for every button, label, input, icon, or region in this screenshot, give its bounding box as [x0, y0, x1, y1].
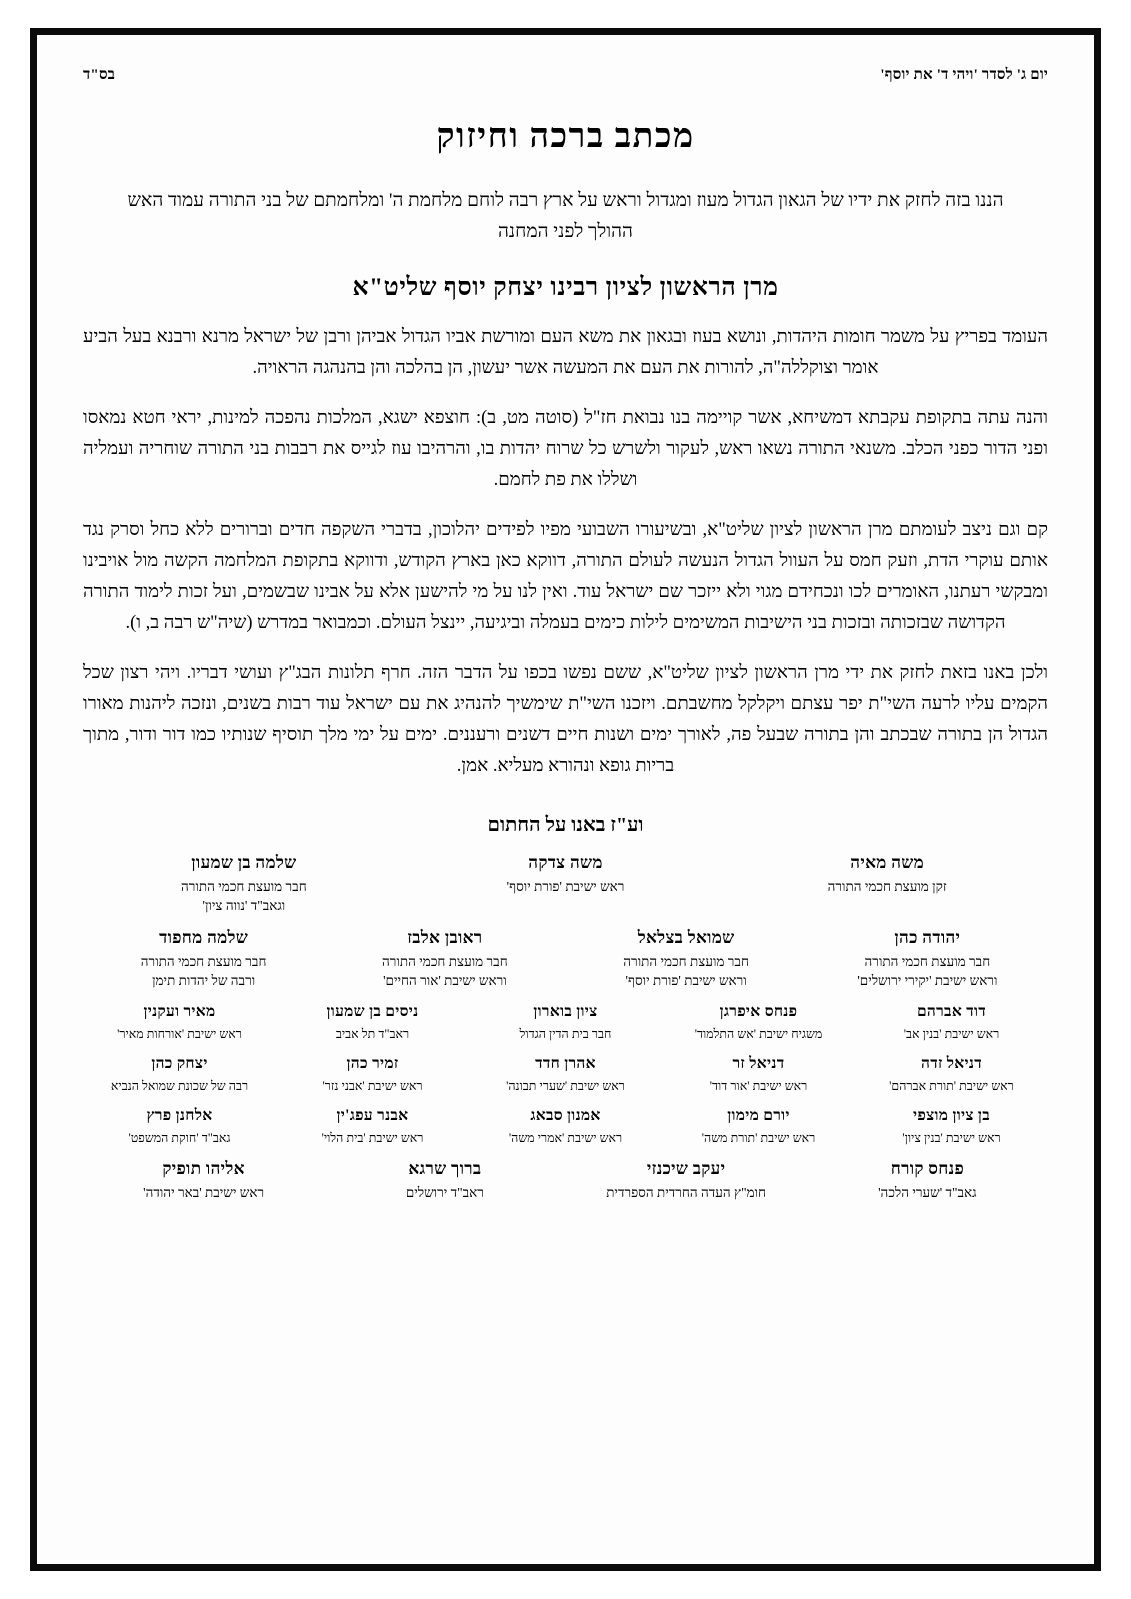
signer-title: רבה של שכונת שמואל הנביא: [110, 1078, 249, 1093]
signer-entry: [324, 1159, 565, 1203]
signer-entry: [469, 1055, 662, 1095]
signature-row: [83, 1003, 1048, 1043]
signature-row: [83, 1055, 1048, 1095]
signer-name: זמיר כהן: [346, 1054, 399, 1072]
document-frame: [30, 28, 1101, 1571]
bsd-mark: בס"ד: [83, 67, 116, 83]
signer-title: ראש ישיבת 'באר יהודה': [143, 1185, 265, 1201]
signer-title: וראש ישיבת 'אור החיים': [383, 973, 507, 989]
signature-row: [83, 1107, 1048, 1147]
signer-entry: [662, 1107, 855, 1147]
signer-name: משה צדקה: [528, 852, 603, 872]
signer-title: ראש ישיבת 'תורת משה': [701, 1131, 816, 1146]
signer-title: ראב"ד ירושלים: [405, 1185, 484, 1201]
signer-title: ראש ישיבת 'תורת אברהם': [889, 1078, 1014, 1093]
signer-title: זקן מועצת חכמי התורה: [827, 878, 947, 894]
signer-name: יצחק כהן: [151, 1054, 208, 1072]
signer-entry: [405, 853, 727, 916]
signer-name: שלמה מחפוד: [159, 927, 249, 947]
signer-name: דניאל זדה: [920, 1054, 983, 1072]
seder-line: יום ג' לסדר 'ויהי ד' את יוסף': [880, 67, 1048, 83]
signer-entry: [566, 1159, 807, 1203]
signer-entry: [726, 853, 1048, 916]
signer-title: חומ"ץ העדה החרדית הספרדית: [606, 1185, 767, 1201]
signer-title: וראש ישיבת 'יקירי ירושלים': [857, 973, 998, 989]
signer-title: חבר מועצת חכמי התורה: [864, 953, 991, 969]
signature-row: [83, 853, 1048, 916]
signer-entry: [469, 1003, 662, 1043]
signer-entry: [662, 1055, 855, 1095]
signer-entry: [83, 853, 405, 916]
signer-entry: [469, 1107, 662, 1147]
signer-name: ברוך שרגא: [408, 1159, 482, 1179]
signer-title: ראש ישיבת 'אורחות מאיר': [117, 1026, 242, 1041]
signer-title: חבר מועצת חכמי התורה: [623, 953, 749, 969]
signer-entry: [83, 928, 324, 991]
signoff-line: וע"ז באנו על החתום: [487, 813, 644, 836]
signer-title: משגיח ישיבת 'אש התלמוד': [694, 1026, 823, 1041]
signer-name: אליהו תופיק: [162, 1159, 245, 1179]
signer-title: ראש ישיבת 'אור דוד': [709, 1078, 808, 1093]
signer-name: ראובן אלבז: [407, 927, 483, 947]
signer-entry: [807, 1159, 1048, 1203]
body-paragraph-4: ולכן באנו בזאת לחזק את ידי מרן הראשון לציון שליט"א, ששם נפשו בכפו על הדבר הזה. חרף תלונות הבג"ץ ועושי דבריו. ויהי רצון שכל הקמים עליו לרעה השי"ת יפר עצתם ויקלקל מחשבתם. ויזכנו השי"ת שימשיך להנהיג את עם ישראל עוד רבות בשנים, ונזכה ליהנות מאורו הגדול הן בתורה שבכתב והן בתורה שבעל פה, לאורך ימים ושנות חיים דשנים ורעננים. ימים על ימי מלך תוסיף שנותיו כמו דור ודור, מתוך בריות גופא ונהורא מעליא. אמן.: [83, 663, 1048, 777]
signer-name: בן ציון מוצפי: [913, 1107, 990, 1125]
signer-entry: [855, 1107, 1048, 1147]
signer-name: פנחס קורח: [890, 1159, 965, 1179]
signer-name: משה מאיה: [850, 852, 925, 872]
signer-entry: [276, 1107, 469, 1147]
signer-entry: [83, 1107, 276, 1147]
signer-entry: [83, 1003, 276, 1043]
signer-name: יהודה כהן: [894, 927, 961, 947]
signer-name: ניסים בן שמעון: [326, 1002, 419, 1020]
signer-entry: [83, 1055, 276, 1095]
body-paragraph-1: העומד בפריץ על משמר חומות היהדות, ונושא בעוז ובגאון את משא העם ומורשת אביו הגדול אביהן ורבן של ישראל מרנא ורבנא בעל הביע אומר וצוקללה"ה, להורות את העם את המעשה אשר יעשון, הן בהלכה והן בהנהגה הראויה.: [83, 326, 1048, 378]
signer-title: וראש ישיבת 'פורת יוסף': [625, 973, 747, 989]
signer-name: דניאל זר: [732, 1054, 785, 1072]
signer-name: מאיר ועקנין: [143, 1002, 216, 1020]
signer-title: חבר בית הדין הגדול: [519, 1026, 612, 1041]
signer-entry: [276, 1055, 469, 1095]
honoree-name: מרן הראשון לציון רבינו יצחק יוסף שליט"א: [352, 273, 779, 301]
signer-title: ראש ישיבת 'בנין ציון': [902, 1131, 1001, 1146]
signer-name: אבנר עפג'ין: [336, 1107, 409, 1125]
document-topbar: [83, 67, 1048, 84]
signer-title: חבר מועצת חכמי התורה: [140, 953, 267, 969]
signer-entry: [83, 1159, 324, 1203]
signature-block: [83, 853, 1048, 1215]
signer-title: ורבה של יהדות תימן: [152, 973, 256, 989]
signature-row: [83, 1159, 1048, 1203]
signer-entry: [855, 1003, 1048, 1043]
signer-title: וגאב"ד 'נווה ציון': [202, 898, 286, 914]
signer-title: ראש ישיבת 'אמרי משה': [508, 1131, 623, 1146]
signer-entry: [807, 928, 1048, 991]
signer-name: דוד אברהם: [916, 1002, 987, 1020]
signer-name: ציון בוארון: [533, 1002, 598, 1020]
signer-name: פנחס איפרגן: [719, 1002, 798, 1020]
signer-name: אמנון סבאג: [530, 1107, 601, 1125]
signer-title: ראב"ד תל אביב: [335, 1026, 410, 1041]
signer-title: ראש ישיבת 'בית הלוי': [321, 1131, 424, 1146]
signer-title: ראש ישיבת 'אבני נזר': [322, 1078, 423, 1093]
page-title: מכתב ברכה וחיזוק: [436, 118, 695, 155]
signer-title: גאב"ד 'שערי הלכה': [878, 1185, 977, 1201]
signer-name: אלחנן פרץ: [146, 1107, 213, 1125]
signer-entry: [855, 1055, 1048, 1095]
body-paragraph-3: קם וגם ניצב לעומתם מרן הראשון לציון שליט"א, ובשיעורו השבועי מפיו לפידים יהלוכון, בדברי השקפה חדים וברורים ללא כחל וסרק נגד אותם עוקרי הדת, וזעק חמס על העוול הגדול הנעשה לעולם התורה, דווקא כאן בארץ הקודש, ודווקא בתקופת המלחמה הקשה מול אויבינו ומבקשי רעתנו, האומרים לכו ונכחידם מגוי ולא ייזכר שם ישראל עוד. ואין לנו על מי להישען אלא על אבינו שבשמים, ועל זכות לימוד התורה הקדושה שבזכותה ובזכות בני הישיבות המשימים לילות כימים בעמלה וביגיעה, יינצל העולם. וכמבואר במדרש (שיה"ש רבה ב, ו).: [83, 519, 1048, 634]
signer-title: חבר מועצת חכמי התורה: [382, 953, 508, 969]
signer-title: ראש ישיבת 'שערי תבונה': [506, 1078, 625, 1093]
body-paragraph-2: והנה עתה בתקופת עקבתא דמשיחא, אשר קויימה בנו נבואת חז"ל (סוטה מט, ב): חוצפא ישגא, המלכות נהפכה למינות, יראי חטא נמאסו ופני הדור כפני הכלב. משנאי התורה נשאו ראש, לעקור ולשרש כל שרוח יהדות בו, והרהיבו עוז לגייס את רבבות בני התורה שוחריה ועמליה ושללו את פת לחמם.: [83, 407, 1048, 490]
signer-name: אהרן חדד: [535, 1054, 596, 1072]
signer-entry: [566, 928, 807, 991]
signer-name: יורם מימון: [727, 1107, 790, 1125]
signer-title: חבר מועצת חכמי התורה: [181, 878, 307, 894]
signer-title: ראש ישיבת 'פורת יוסף': [506, 878, 625, 894]
signature-row: [83, 928, 1048, 991]
signer-title: גאב"ד 'חוקת המשפט': [128, 1131, 231, 1146]
signer-name: יעקב שיכנזי: [646, 1159, 726, 1179]
signer-title: ראש ישיבת 'בנין אב': [903, 1026, 1000, 1041]
signer-entry: [324, 928, 565, 991]
signer-entry: [276, 1003, 469, 1043]
signer-name: שמואל בצלאל: [637, 927, 735, 947]
lead-paragraph: הננו בזה לחזק את ידיו של הגאון הגדול מעוז ומגדול וראש על ארץ רבה לוחם מלחמת ה' ומלחמתם של בני התורה עמוד האש ההולך לפני המחנה: [127, 190, 1004, 242]
signer-name: שלמה בן שמעון: [191, 852, 297, 872]
signer-entry: [662, 1003, 855, 1043]
